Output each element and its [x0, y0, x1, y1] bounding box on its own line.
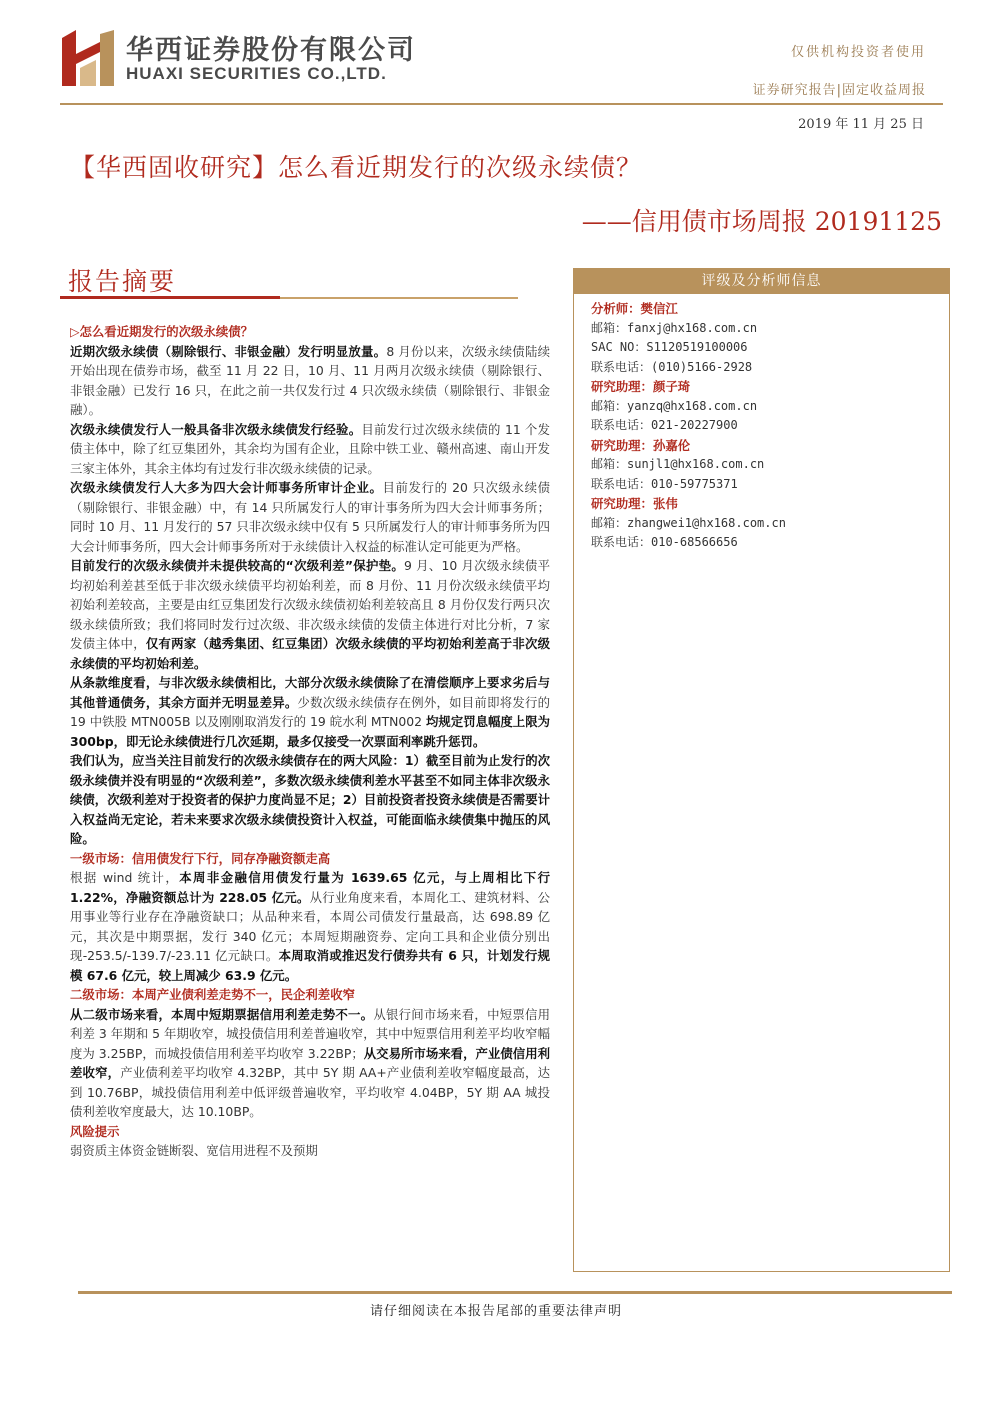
analyst-info-box	[573, 268, 950, 1272]
paragraph: 我们认为，应当关注目前发行的次级永续债存在的两大风险：1）截至目前为止发行的次级永续债并没有明显的“次级利差”，多数次级永续债利差水平甚至不如同主体非次级永续债，次级利差对于投资者的保护力度尚显不足；2）目前投资者投资永续债是否需要计入权益尚无定论，若未来要求次级永续债投资计入权益，可能面临永续债集中抛压的风险。	[70, 753, 550, 846]
report-subtitle: ——信用债市场周报 20191125	[581, 207, 942, 236]
paragraph: 次级永续债发行人大多为四大会计师事务所审计企业。目前发行的 20 只次级永续债（剔除银行、非银金融）中，有 14 只所属发行人的审计事务所为四大会计师事务所；同时 10 月、11 月发行的 57 只非次级永续中仅有 5 只所属发行人的审计师事务所为四大会计师事务所，四大会计师事务所对于永续债计入权益的标准认定可能更为严格。	[70, 480, 550, 554]
analyst-email[interactable]: 邮箱：fanxj@hx168.com.cn	[591, 320, 758, 335]
analyst-email[interactable]: 邮箱：sunjl1@hx168.com.cn	[591, 457, 765, 471]
legal-notice: 请仔细阅读在本报告尾部的重要法律声明	[369, 1304, 622, 1319]
analyst-email[interactable]: 邮箱：yanzq@hx168.com.cn	[591, 398, 758, 413]
analyst-box-title: 评级及分析师信息	[574, 269, 949, 294]
section-heading: 一级市场：信用债发行下行，同存净融资额走高	[70, 850, 331, 866]
summary-body	[70, 322, 550, 1161]
paragraph: 从二级市场来看，本周中短期票据信用利差走势不一。从银行间市场来看，中短票信用利差 3 年期和 5 年期收窄，城投债信用利差普遍收窄，其中中短票信用利差平均收窄幅度为 3.25BP，而城投债信用利差平均收窄 3.22BP；从交易所市场来看，产业债信用利差收窄，产业债利差平均收窄 4.32BP，其中 5Y 期 AA+产业债利差收窄幅度最高，达到 10.76BP，城投债信用利差中低评级普遍收窄，平均收窄 4.04BP，5Y 期 AA 城投债利差收窄度最大，达 10.10BP。	[70, 1006, 551, 1119]
report-type: 证券研究报告|固定收益周报	[752, 83, 926, 98]
analyst-phone: 联系电话：010-68566656	[591, 535, 738, 549]
company-logo	[62, 30, 114, 86]
analyst-sac: SAC NO：S1120519100006	[591, 340, 748, 354]
footer-divider	[78, 1291, 952, 1294]
audience-note: 仅供机构投资者使用	[790, 45, 926, 60]
analyst-phone: 联系电话：010-59775371	[591, 476, 738, 491]
summary-divider	[60, 296, 518, 299]
analyst-email[interactable]: 邮箱：zhangwei1@hx168.com.cn	[591, 515, 786, 530]
triangle-icon: ▷	[70, 324, 80, 339]
analyst-name: 研究助理：张伟	[591, 496, 678, 511]
header-divider	[60, 103, 943, 105]
topic-heading: ▷怎么看近期发行的次级永续债？	[70, 324, 253, 339]
summary-heading: 报告摘要	[68, 267, 177, 296]
analyst-phone: 联系电话：(010)5166-2928	[591, 359, 753, 374]
company-name-cn: 华西证券股份有限公司	[126, 35, 416, 66]
paragraph: 次级永续债发行人一般具备非次级永续债发行经验。目前发行过次级永续债的 11 个发债主体中，除了红豆集团外，其余均为国有企业，且除中铁工业、赣州高速、南山开发三家主体外，其余主体均有过发行非次级永续债的记录。	[70, 421, 550, 476]
report-date: 2019 年 11 月 25 日	[798, 117, 924, 132]
analyst-name: 研究助理：孙嘉伦	[591, 437, 691, 453]
report-title: 【华西固收研究】怎么看近期发行的次级永续债？	[70, 153, 643, 182]
paragraph: 目前发行的次级永续债并未提供较高的“次级利差”保护垫。9 月、10 月次级永续债平均初始利差甚至低于非次级永续债平均初始利差，而 8 月份、11 月份次级永续债平均初始利差较高，主要是由红豆集团发行次级永续债初始利差较高且 8 月份仅发行两只次级永续债所致；我们将同时发行过次级、非次级永续债的发债主体进行对比分析，7 家发债主体中，仅有两家（越秀集团、红豆集团）次级永续债的平均初始利差高于非次级永续债的平均初始利差。	[70, 558, 551, 671]
section-heading: 二级市场：本周产业债利差走势不一，民企利差收窄	[70, 987, 355, 1002]
risk-heading: 风险提示	[70, 1123, 120, 1139]
analyst-list	[591, 299, 786, 553]
paragraph: 近期次级永续债（剔除银行、非银金融）发行明显放量。8 月份以来，次级永续债陆续开始出现在债券市场，截至 11 月 22 日，10 月、11 月两月次级永续债（剔除银行、非银金融）已发行 16 只，在此之前一共仅发行过 4 只次级永续债（剔除银行、非银金融）。	[70, 343, 551, 417]
analyst-phone: 联系电话：021-20227900	[591, 418, 738, 432]
paragraph: 从条款维度看，与非次级永续债相比，大部分次级永续债除了在清偿顺序上要求劣后与其他普通债务，其余方面并无明显差异。少数次级永续债存在例外，如目前即将发行的 19 中铁股 MTN005B 以及刚刚取消发行的 19 皖水利 MTN002 均规定罚息幅度上限为 300bp，即无论永续债进行几次延期，最多仅接受一次票面利率跳升惩罚。	[70, 675, 551, 749]
paragraph: 根据 wind 统计，本周非金融信用债发行量为 1639.65 亿元，与上周相比下行 1.22%，净融资额总计为 228.05 亿元。从行业角度来看，本周化工、建筑材料、公用事业等行业存在净融资缺口；从品种来看，本周公司债发行量最高，达 698.89 亿元，其次是中期票据，发行 340 亿元；本周短期融资券、定向工具和企业债分别出现-253.5/-139.7/-23.11 亿元缺口。本周取消或推迟发行债券共有 6 只，计划发行规模 67.6 亿元，较上周减少 63.9 亿元。	[70, 870, 550, 983]
company-name-en: HUAXI SECURITIES CO.,LTD.	[126, 64, 387, 83]
risk-text: 弱资质主体资金链断裂、宽信用进程不及预期	[70, 1143, 318, 1158]
analyst-name: 分析师：樊信江	[591, 301, 678, 316]
analyst-name: 研究助理：颜子琦	[591, 379, 691, 394]
